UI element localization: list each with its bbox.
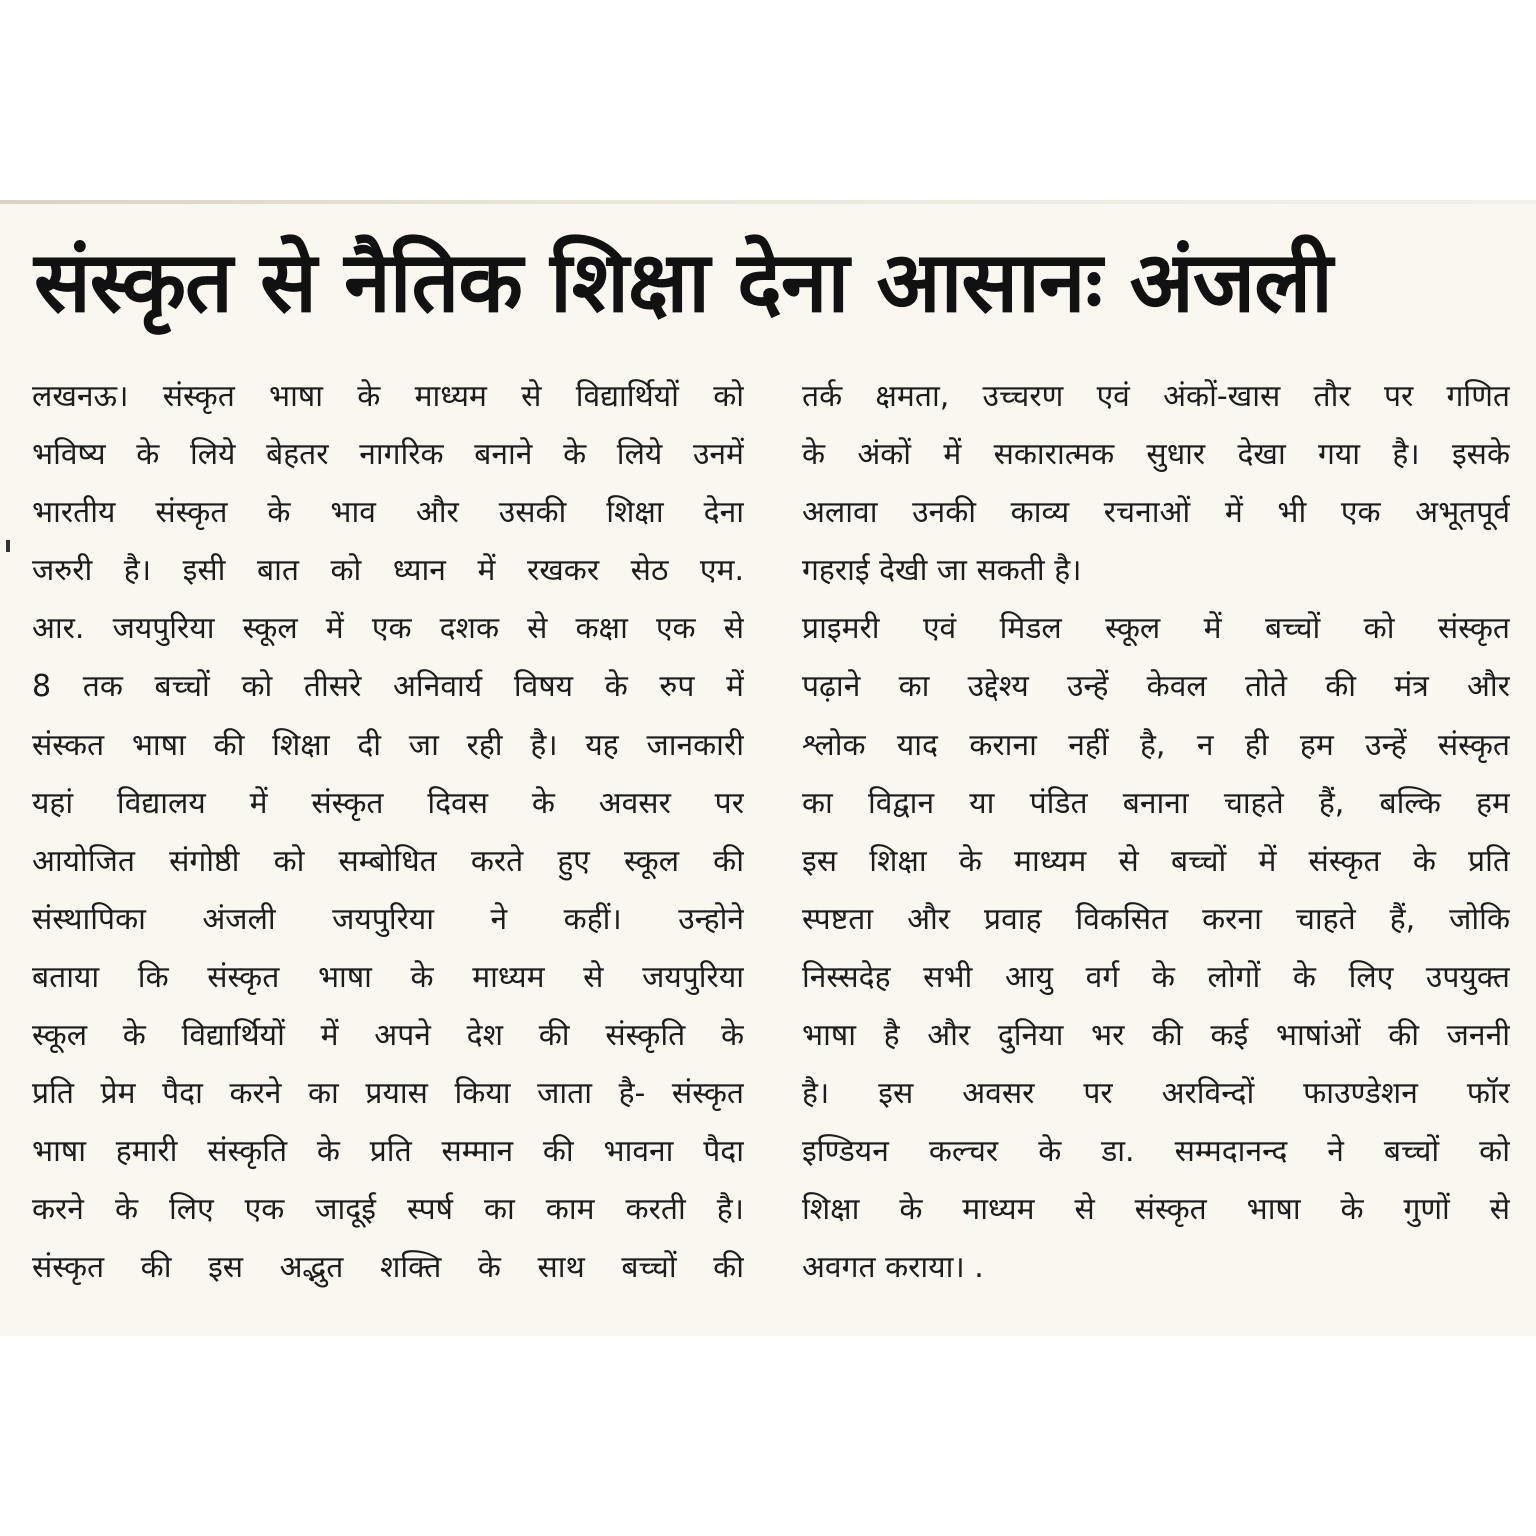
headline: संस्कृत से नैतिक शिक्षा देना आसानः अंजली (34, 233, 1332, 331)
right-p1-line-2: के अंकों में सकारात्मक सुधार देखा गया है। इसके (802, 437, 1510, 473)
left-line-16: संस्कृत की इस अद्भुत शक्ति के साथ बच्चों की (32, 1250, 744, 1286)
right-p2-line-7: निस्सदेह सभी आयु वर्ग के लोगों के लिए उपयुक्त (802, 959, 1510, 995)
newspaper-clipping (0, 200, 1536, 1336)
left-column (32, 368, 744, 1298)
left-line-6: 8 तक बच्चों को तीसरे अनिवार्य विषय के रुप में (32, 669, 744, 705)
right-p1-line-3: अलावा उनकी काव्य रचनाओं में भी एक अभूतपूर्व (802, 495, 1510, 531)
left-line-12: स्कूल के विद्यार्थियों में अपने देश की संस्कृति के (32, 1018, 744, 1054)
left-line-13: प्रति प्रेम पैदा करने का प्रयास किया जाता है- संस्कृत (32, 1076, 744, 1112)
right-p1-line-1: तर्क क्षमता, उच्चरण एवं अंकों-खास तौर पर गणित (802, 379, 1510, 414)
right-p2-line-10: इण्डियन कल्चर के डा. सम्मदानन्द ने बच्चों को (802, 1134, 1510, 1170)
top-rule (0, 200, 1536, 204)
right-p1-line-4: गहराई देखी जा सकती है। (802, 553, 1082, 589)
right-p2-line-12: अवगत कराया। . (802, 1250, 984, 1286)
right-p2-line-4: का विद्वान या पंडित बनाना चाहते हैं, बल्कि हम (802, 785, 1510, 821)
left-line-2: भविष्य के लिये बेहतर नागरिक बनाने के लिये उनमें (32, 437, 744, 473)
right-p2-line-8: भाषा है और दुनिया भर की कई भाषांओं की जननी (802, 1018, 1510, 1054)
left-line-14: भाषा हमारी संस्कृति के प्रति सम्मान की भावना पैदा (32, 1134, 744, 1170)
left-line-9: आयोजित संगोष्ठी को सम्बोधित करते हुए स्कूल की (32, 843, 744, 879)
right-p2-line-9: है। इस अवसर पर अरविन्दों फाउण्डेशन फॉर (802, 1076, 1510, 1112)
right-p2-line-11: शिक्षा के माध्यम से संस्कृत भाषा के गुणों से (802, 1192, 1510, 1228)
right-p2-line-1: प्राइमरी एवं मिडल स्कूल में बच्चों को संस्कृत (802, 611, 1510, 647)
left-line-3: भारतीय संस्कृत के भाव और उसकी शिक्षा देना (32, 495, 744, 531)
left-line-11: बताया कि संस्कृत भाषा के माध्यम से जयपुरिया (32, 959, 744, 995)
left-line-7: संस्कत भाषा की शिक्षा दी जा रही है। यह जानकारी (32, 727, 744, 763)
print-mark (6, 540, 10, 552)
left-line-1: लखनऊ। संस्कृत भाषा के माध्यम से विद्यार्थियों को (32, 379, 744, 414)
left-line-4: जरुरी है। इसी बात को ध्यान में रखकर सेठ एम. (32, 553, 744, 589)
left-line-15: करने के लिए एक जादूई स्पर्ष का काम करती है। (32, 1192, 744, 1228)
left-line-8: यहां विद्यालय में संस्कृत दिवस के अवसर पर (32, 785, 744, 821)
right-p2-line-5: इस शिक्षा के माध्यम से बच्चों में संस्कृत के प्रति (802, 843, 1510, 879)
right-p2-line-6: स्पष्टता और प्रवाह विकसित करना चाहते हैं, जोकि (802, 901, 1510, 937)
left-line-5: आर. जयपुरिया स्कूल में एक दशक से कक्षा एक से (32, 611, 744, 647)
right-p2-line-3: श्लोक याद कराना नहीं है, न ही हम उन्हें संस्कृत (802, 727, 1510, 763)
left-line-10: संस्थापिका अंजली जयपुरिया ने कहीं। उन्होने (32, 901, 744, 937)
right-p2-line-2: पढ़ाने का उद्देश्य उन्हें केवल तोते की मंत्र और (802, 669, 1510, 705)
right-column (802, 368, 1510, 1298)
